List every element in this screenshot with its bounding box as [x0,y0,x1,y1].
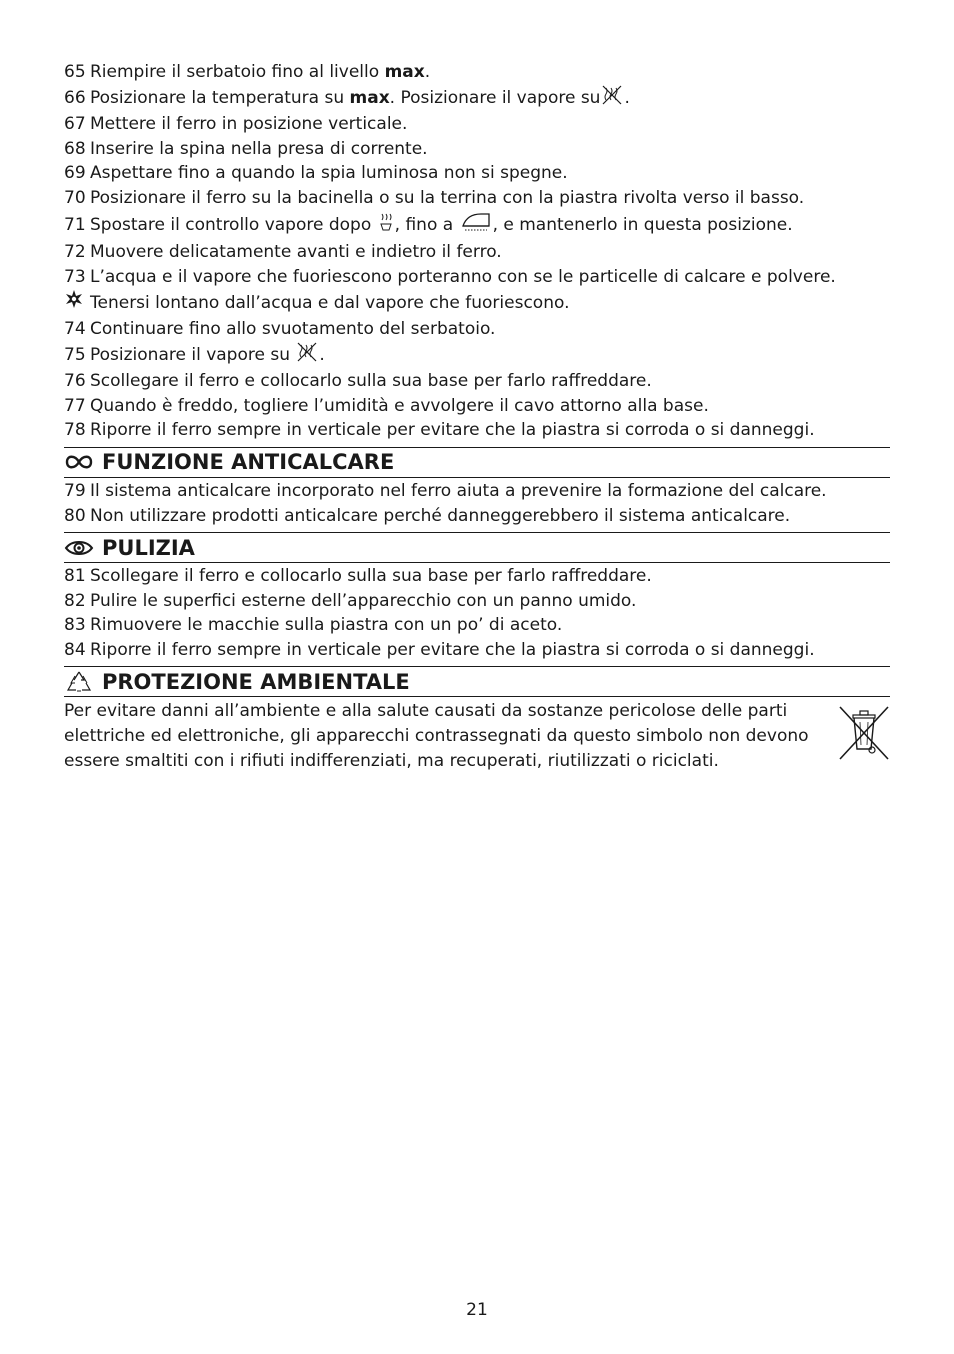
step-77 [64,394,890,419]
step-number: 70 [64,187,86,208]
step-number: 72 [64,242,86,263]
step-text: , fino a [394,215,459,236]
step-75 [64,342,890,370]
section-anticalcare-heading [64,447,890,478]
step-67 [64,112,890,137]
step-number: 67 [64,114,86,135]
step-number: 76 [64,371,86,392]
section-title: PULIZIA [102,535,195,560]
step-text-period: . [624,88,630,109]
step-text: Riporre il ferro sempre in verticale per evitare che la piastra si corroda o si danneggi. [90,639,815,660]
section-title: PROTEZIONE AMBIENTALE [102,669,410,694]
crossed-bin-icon [838,705,890,761]
step-text: Scollegare il ferro e collocarlo sulla sua base per farlo raffreddare. [90,566,652,587]
step-76 [64,369,890,394]
step-70 [64,186,890,211]
step-text: Posizionare la temperatura su [90,88,350,109]
step-text: L’acqua e il vapore che fuoriescono porteranno con se le particelle di calcare e polvere. [90,266,836,287]
step-71 [64,211,890,241]
step-81 [64,564,890,589]
page-content [64,60,890,774]
step-number: 69 [64,163,86,184]
step-text-period: . [319,345,325,366]
step-text: Posizionare il ferro su la bacinella o su la terrina con la piastra rivolta verso il basso. [90,187,805,208]
step-72 [64,240,890,265]
step-text: Aspettare fino a quando la spia luminosa non si spegne. [90,163,568,184]
steam-control-icon [378,211,394,241]
step-text: Pulire le superfici esterne dell’apparecchio con un panno umido. [90,590,637,611]
step-number: 68 [64,138,86,159]
step-text: Riporre il ferro sempre in verticale per evitare che la piastra si corroda o si danneggi. [90,420,815,441]
warning-burst-icon [64,289,90,317]
warning-text: Tenersi lontano dall’acqua e dal vapore che fuoriescono. [90,292,570,313]
step-number: 78 [64,420,86,441]
step-73 [64,265,890,290]
step-bold: max [349,88,390,109]
step-number: 74 [64,318,86,339]
step-text: Rimuovere le macchie sulla piastra con un po’ di aceto. [90,615,563,636]
step-74 [64,317,890,342]
step-text: Posizionare il vapore su [90,345,296,366]
step-68 [64,137,890,162]
environment-text: Per evitare danni all’ambiente e alla salute causati da sostanze pericolose delle parti elettriche ed elettroniche, gli apparecchi contrassegnati da questo simbolo non devono essere smaltiti con i rifiuti indifferenziati, ma recuperati, riutilizzati o riciclati. [64,701,809,772]
section-ambiente-heading [64,666,890,697]
step-78 [64,418,890,443]
step-80 [64,504,890,529]
eye-icon [64,537,94,559]
environment-block [64,699,890,773]
section-title: FUNZIONE ANTICALCARE [102,450,395,475]
step-text-end: . Posizionare il vapore su [389,88,601,109]
step-number: 81 [64,566,86,587]
step-text: Quando è freddo, togliere l’umidità e avvolgere il cavo attorno alla base. [90,395,709,416]
step-84 [64,638,890,663]
step-number: 79 [64,480,86,501]
step-text: Spostare il controllo vapore dopo [90,215,377,236]
step-83 [64,613,890,638]
step-79 [64,479,890,504]
step-text: Scollegare il ferro e collocarlo sulla sua base per farlo raffreddare. [90,371,652,392]
recycle-icon [64,671,94,693]
page-number: 21 [466,1300,488,1320]
step-text: Inserire la spina nella presa di corrente. [90,138,428,159]
step-text: Non utilizzare prodotti anticalcare perché danneggerebbero il sistema anticalcare. [90,505,791,526]
step-text: , e mantenerlo in questa posizione. [492,215,793,236]
step-text: Il sistema anticalcare incorporato nel ferro aiuta a prevenire la formazione del calcare. [90,480,827,501]
step-number: 73 [64,266,86,287]
step-number: 83 [64,615,86,636]
step-number: 82 [64,590,86,611]
step-number: 75 [64,345,86,366]
infinity-icon [64,451,94,473]
step-66 [64,85,890,113]
step-65 [64,60,890,85]
step-text: Continuare fino allo svuotamento del serbatoio. [90,318,496,339]
step-number: 84 [64,639,86,660]
step-number: 80 [64,505,86,526]
step-number: 65 [64,62,86,82]
no-steam-icon [296,342,318,370]
step-text-end: . [424,62,431,82]
step-82 [64,589,890,614]
warning-line [64,289,890,317]
section-pulizia-heading [64,532,890,563]
step-number: 66 [64,88,86,109]
iron-steam-icon [460,211,492,241]
step-text: Mettere il ferro in posizione verticale. [90,114,408,135]
step-number: 77 [64,395,86,416]
step-bold: max [384,62,425,82]
step-text: Riempire il serbatoio fino al livello [90,62,385,82]
no-steam-icon [601,85,623,113]
step-text: Muovere delicatamente avanti e indietro il ferro. [90,242,502,263]
step-number: 71 [64,215,86,236]
step-69 [64,161,890,186]
